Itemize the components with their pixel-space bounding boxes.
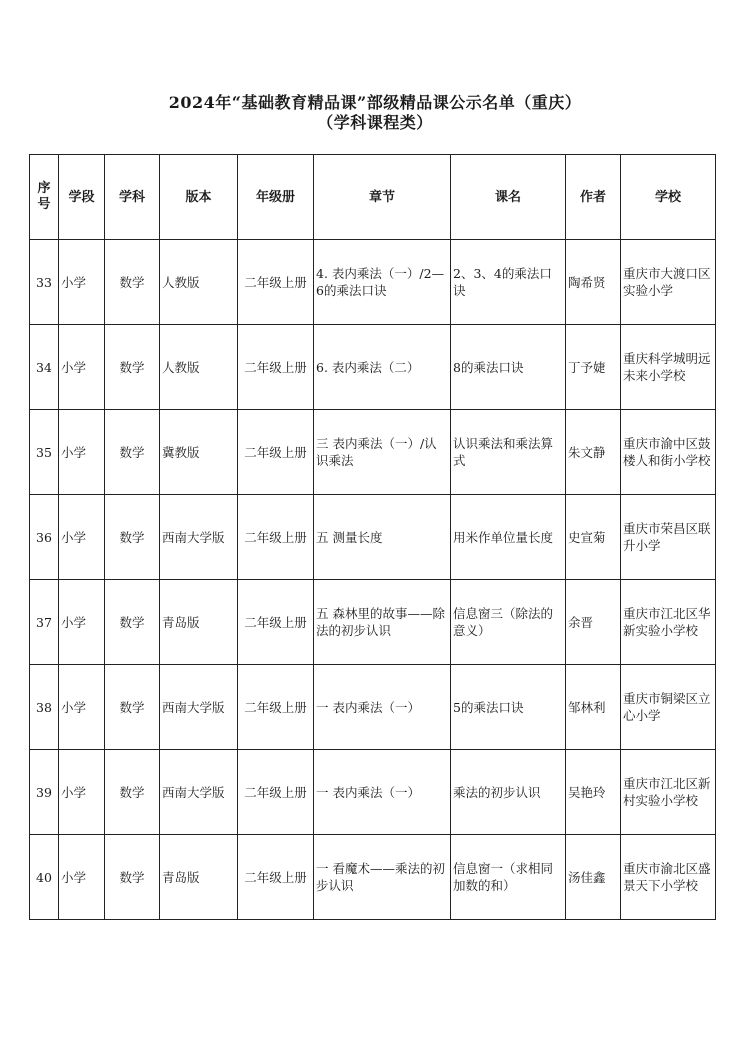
table-row [30,665,716,750]
cell-chapter: 五 测量长度 [314,495,451,580]
cell-grade: 二年级上册 [238,665,314,750]
cell-seq: 40 [30,835,59,920]
cell-subject: 数学 [105,495,160,580]
cell-stage: 小学 [59,665,105,750]
table-row [30,580,716,665]
cell-grade: 二年级上册 [238,240,314,325]
course-table [29,154,716,920]
cell-school: 重庆市江北区华新实验小学校 [621,580,716,665]
cell-chapter: 三 表内乘法（一）/认识乘法 [314,410,451,495]
cell-chapter: 一 表内乘法（一） [314,665,451,750]
cell-stage: 小学 [59,410,105,495]
cell-course: 2、3、4的乘法口诀 [451,240,566,325]
table-row [30,750,716,835]
cell-school: 重庆市渝中区鼓楼人和街小学校 [621,410,716,495]
cell-stage: 小学 [59,240,105,325]
cell-seq: 39 [30,750,59,835]
cell-edition: 西南大学版 [160,750,238,835]
header-course: 课名 [451,155,566,240]
cell-stage: 小学 [59,835,105,920]
cell-author: 朱文静 [566,410,621,495]
cell-stage: 小学 [59,495,105,580]
cell-edition: 青岛版 [160,580,238,665]
header-row [30,155,716,240]
table-row [30,240,716,325]
cell-course: 认识乘法和乘法算式 [451,410,566,495]
table-row [30,410,716,495]
cell-subject: 数学 [105,325,160,410]
cell-subject: 数学 [105,835,160,920]
document-subtitle: （学科课程类） [317,113,433,132]
header-school: 学校 [621,155,716,240]
cell-course: 乘法的初步认识 [451,750,566,835]
header-grade: 年级册 [238,155,314,240]
cell-course: 5的乘法口诀 [451,665,566,750]
cell-author: 陶希贤 [566,240,621,325]
cell-school: 重庆市江北区新村实验小学校 [621,750,716,835]
cell-subject: 数学 [105,750,160,835]
cell-chapter: 五 森林里的故事——除法的初步认识 [314,580,451,665]
cell-edition: 青岛版 [160,835,238,920]
cell-chapter: 4. 表内乘法（一）/2—6的乘法口诀 [314,240,451,325]
cell-subject: 数学 [105,665,160,750]
cell-subject: 数学 [105,240,160,325]
header-seq: 序号 [30,155,59,240]
cell-stage: 小学 [59,580,105,665]
cell-grade: 二年级上册 [238,410,314,495]
cell-edition: 冀教版 [160,410,238,495]
cell-author: 吴艳玲 [566,750,621,835]
cell-seq: 35 [30,410,59,495]
cell-grade: 二年级上册 [238,835,314,920]
table-row [30,495,716,580]
cell-school: 重庆市渝北区盛景天下小学校 [621,835,716,920]
cell-author: 丁予婕 [566,325,621,410]
cell-subject: 数学 [105,410,160,495]
cell-grade: 二年级上册 [238,580,314,665]
cell-school: 重庆市铜梁区立心小学 [621,665,716,750]
cell-edition: 西南大学版 [160,665,238,750]
cell-stage: 小学 [59,750,105,835]
table-row [30,325,716,410]
cell-course: 信息窗一（求相同加数的和） [451,835,566,920]
cell-seq: 34 [30,325,59,410]
header-edition: 版本 [160,155,238,240]
header-stage: 学段 [59,155,105,240]
cell-chapter: 一 看魔术——乘法的初步认识 [314,835,451,920]
cell-seq: 36 [30,495,59,580]
document-title: 2024年“基础教育精品课”部级精品课公示名单（重庆） [168,93,582,112]
cell-course: 信息窗三（除法的意义） [451,580,566,665]
cell-author: 汤佳鑫 [566,835,621,920]
cell-course: 用米作单位量长度 [451,495,566,580]
cell-seq: 33 [30,240,59,325]
table-row [30,835,716,920]
cell-author: 史宣菊 [566,495,621,580]
cell-stage: 小学 [59,325,105,410]
cell-seq: 38 [30,665,59,750]
cell-school: 重庆市荣昌区联升小学 [621,495,716,580]
cell-school: 重庆科学城明远未来小学校 [621,325,716,410]
cell-author: 邹林利 [566,665,621,750]
cell-grade: 二年级上册 [238,325,314,410]
cell-grade: 二年级上册 [238,750,314,835]
cell-chapter: 一 表内乘法（一） [314,750,451,835]
header-author: 作者 [566,155,621,240]
cell-edition: 人教版 [160,240,238,325]
header-chapter: 章节 [314,155,451,240]
cell-seq: 37 [30,580,59,665]
cell-author: 余晋 [566,580,621,665]
header-subject: 学科 [105,155,160,240]
cell-grade: 二年级上册 [238,495,314,580]
cell-chapter: 6. 表内乘法（二） [314,325,451,410]
cell-course: 8的乘法口诀 [451,325,566,410]
cell-edition: 西南大学版 [160,495,238,580]
cell-edition: 人教版 [160,325,238,410]
cell-school: 重庆市大渡口区实验小学 [621,240,716,325]
cell-subject: 数学 [105,580,160,665]
